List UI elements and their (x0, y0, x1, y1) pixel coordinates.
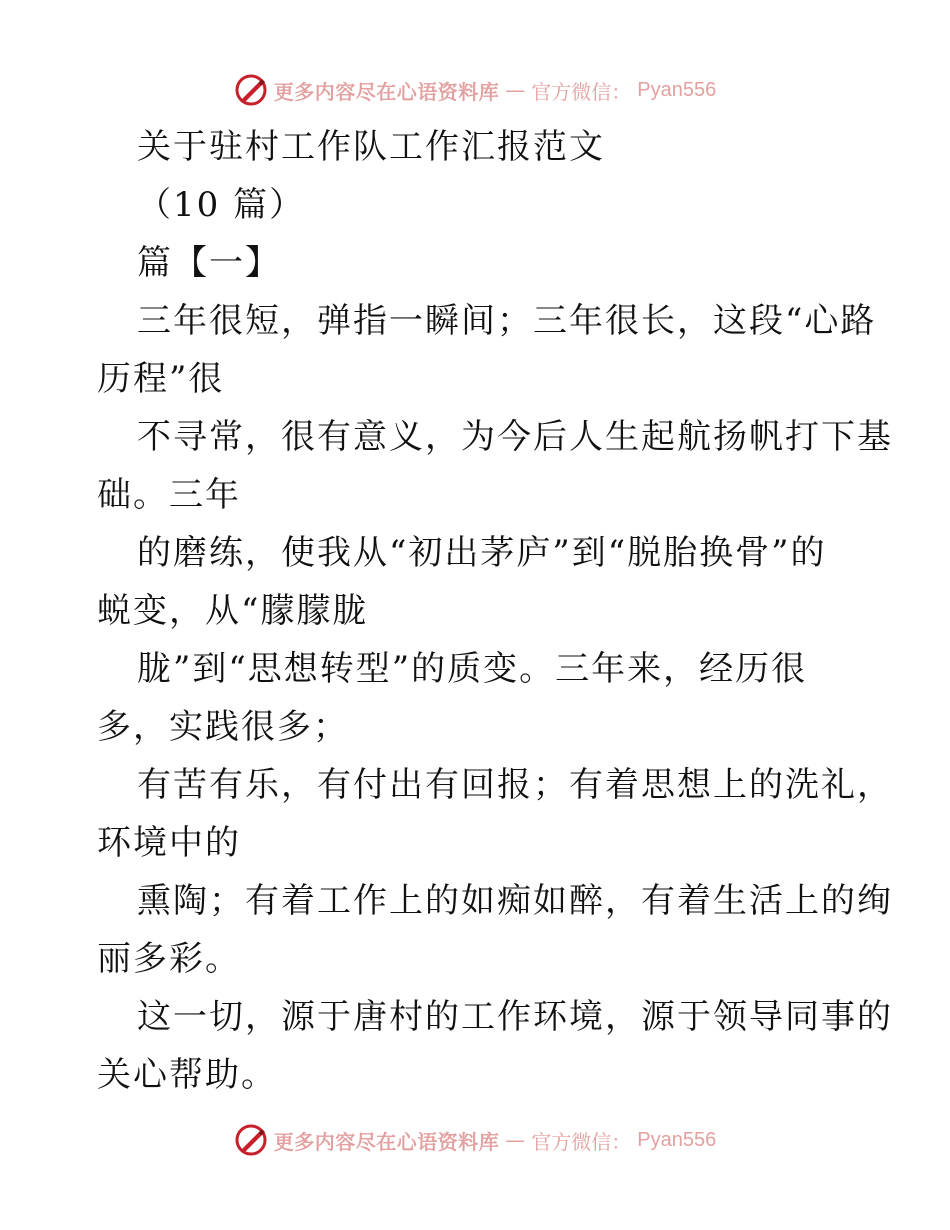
paragraph-line: 丽多彩。 (97, 939, 241, 979)
section-heading: 篇【一】 (137, 243, 281, 283)
watermark-dash: — (505, 78, 526, 102)
paragraph-line: 的磨练，使我从“初出茅庐”到“脱胎换骨”的 (137, 533, 827, 573)
document-title: 关于驻村工作队工作汇报范文 (137, 127, 605, 167)
paragraph-line: 蜕变，从“朦朦胧 (97, 591, 369, 631)
watermark-id: Pyan556 (637, 78, 717, 101)
pen-logo-icon (234, 73, 268, 107)
paragraph-line: 不寻常，很有意义，为今后人生起航扬帆打下基 (137, 417, 893, 457)
paragraph-line: 历程”很 (97, 359, 225, 399)
pen-logo-icon (234, 1123, 268, 1157)
watermark-id: Pyan556 (637, 1128, 717, 1151)
paragraph-line: 三年很短，弹指一瞬间；三年很长，这段“心路 (137, 301, 877, 341)
document-subtitle: （10 篇） (137, 185, 306, 225)
watermark-label: 官方微信： (531, 79, 632, 104)
paragraph-line: 础。三年 (97, 475, 241, 515)
watermark-brand: 更多内容尽在心语资料库 (273, 79, 500, 104)
watermark-dash: — (505, 1128, 526, 1152)
paragraph-line: 胧”到“思想转型”的质变。三年来，经历很 (137, 649, 808, 689)
paragraph-line: 关心帮助。 (97, 1055, 277, 1095)
paragraph-line: 这一切，源于唐村的工作环境，源于领导同事的 (137, 997, 893, 1037)
footer-watermark (0, 1122, 950, 1158)
watermark-label: 官方微信： (531, 1129, 632, 1154)
paragraph-line: 环境中的 (97, 823, 241, 863)
paragraph-line: 多，实践很多； (97, 707, 349, 747)
document-body (97, 118, 893, 1104)
paragraph-line: 有苦有乐，有付出有回报；有着思想上的洗礼， (137, 765, 893, 805)
paragraph-line: 熏陶；有着工作上的如痴如醉，有着生活上的绚 (137, 881, 893, 921)
watermark-brand: 更多内容尽在心语资料库 (273, 1129, 500, 1154)
header-watermark (0, 72, 950, 108)
